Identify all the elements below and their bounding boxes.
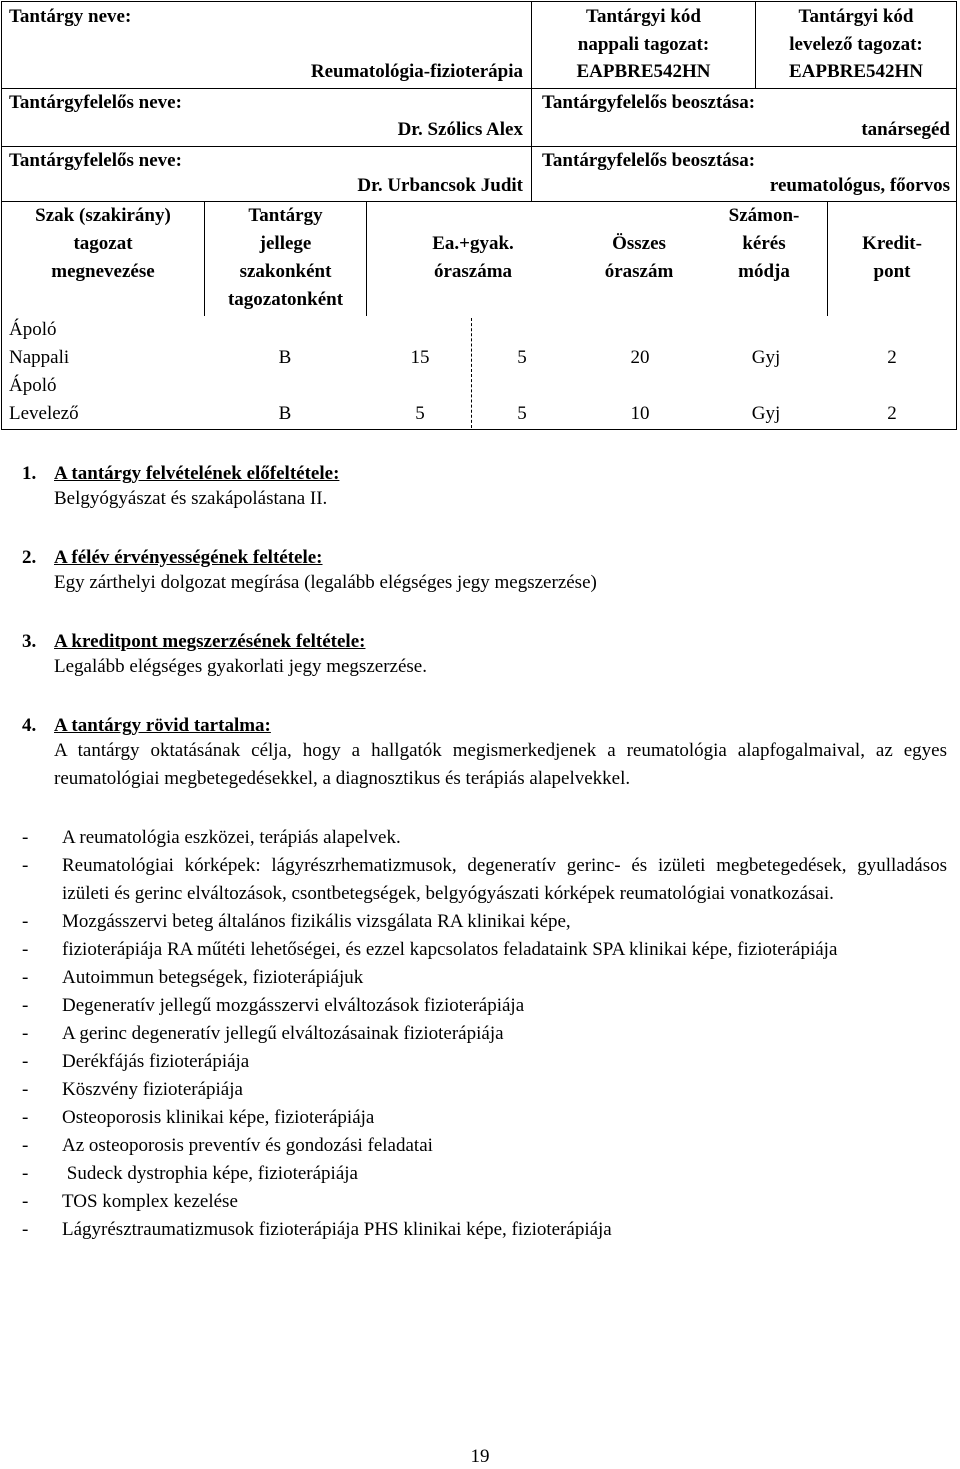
row-ossz: 10 (630, 403, 650, 424)
section-title: A félév érvényességének feltétele: (54, 547, 323, 568)
code-corr: EAPBRE542HN (788, 61, 924, 82)
code-corr-label-1: Tantárgyi kód (798, 6, 914, 27)
hdr-jelleg-3: szakonként (239, 261, 332, 282)
resp2-pos-label: Tantárgyfelelős beosztása: (542, 150, 756, 171)
resp1-name: Dr. Szólics Alex (397, 119, 523, 140)
section-body: Egy zárthelyi dolgozat megírása (legalább elégséges jegy megszerzése) (54, 572, 597, 593)
hdr-jelleg-1: Tantárgy (248, 205, 323, 226)
hdr-ea-1: Ea.+gyak. (432, 233, 514, 254)
row-szam: Gyj (751, 403, 781, 424)
hdr-szak-3: megnevezése (51, 261, 155, 282)
subject-name: Reumatológia-fizioterápia (310, 61, 523, 82)
row-ea: 5 (415, 403, 425, 424)
hdr-szam-2: kérés (742, 233, 786, 254)
hdr-ossz-2: óraszám (604, 261, 674, 282)
section-number: 3. (22, 631, 37, 652)
hdr-szam-1: Számon- (728, 205, 800, 226)
hdr-kred-1: Kredit- (862, 233, 922, 254)
list-item: - Az osteoporosis preventív és gondozási feladatai (22, 1135, 433, 1156)
section-title: A tantárgy felvételének előfeltétele: (54, 463, 340, 484)
resp1-pos-label: Tantárgyfelelős beosztása: (542, 92, 756, 113)
row-jelleg: B (278, 403, 292, 424)
resp2-label: Tantárgyfelelős neve: (9, 150, 182, 171)
section-credit (22, 630, 947, 681)
list-item: - Mozgásszervi beteg általános fizikális vizsgálata RA klinikai képe, (22, 911, 571, 932)
content-bullet-list (22, 824, 947, 1244)
section-validity (22, 546, 947, 597)
row-gyak: 5 (517, 347, 527, 368)
list-item: - Lágyrésztraumatizmusok fizioterápiája PHS klinikai képe, fizioterápiája (22, 1219, 612, 1240)
resp1-pos: tanársegéd (861, 119, 950, 140)
list-item: - Osteoporosis klinikai képe, fizioterápiája (22, 1107, 375, 1128)
row-line1: Ápoló (9, 319, 57, 340)
list-item: - TOS komplex kezelése (22, 1191, 238, 1212)
hdr-jelleg-4: tagozatonként (227, 289, 344, 310)
hdr-jelleg-2: jellege (259, 233, 312, 254)
hdr-szak-2: tagozat (73, 233, 133, 254)
hdr-ea-2: óraszáma (433, 261, 513, 282)
section-body: Belgyógyászat és szakápolástana II. (54, 488, 328, 509)
resp1-label: Tantárgyfelelős neve: (9, 92, 182, 113)
list-item: - Degeneratív jellegű mozgásszervi elváltozások fizioterápiája (22, 995, 525, 1016)
row-kredit: 2 (887, 403, 897, 424)
row-ea: 15 (410, 347, 430, 368)
hdr-szam-3: módja (738, 261, 790, 282)
hdr-ossz-1: Összes (612, 233, 666, 254)
list-item: - A reumatológia eszközei, terápiás alapelvek. (22, 827, 401, 848)
section-body: A tantárgy oktatásának célja, hogy a hallgatók megismerkedjenek a reumatológia alapfogalmaival, az egyes reumatológiai megbetegedésekkel, a diagnosztikus és terápiás alapelvekkel. (54, 740, 947, 789)
section-prerequisite (22, 462, 947, 513)
page-number: 19 (470, 1446, 490, 1467)
code-day-label-1: Tantárgyi kód (586, 6, 701, 27)
code-day-label-2: nappali tagozat: (577, 34, 710, 55)
list-item: - Derékfájás fizioterápiája (22, 1051, 250, 1072)
list-item: - fizioterápiája RA műtéti lehetőségei, és ezzel kapcsolatos feladataink SPA klinikai képe, fizioterápiája (22, 939, 838, 960)
row-ossz: 20 (630, 347, 650, 368)
section-title: A tantárgy rövid tartalma: (54, 715, 271, 736)
hdr-szak-1: Szak (szakirány) (35, 205, 171, 226)
hdr-kred-2: pont (873, 261, 911, 282)
section-content (22, 714, 947, 793)
code-day: EAPBRE542HN (576, 61, 711, 82)
section-number: 2. (22, 547, 37, 568)
row-line2: Nappali (9, 347, 70, 368)
row-kredit: 2 (887, 347, 897, 368)
section-title: A kreditpont megszerzésének feltétele: (54, 631, 366, 652)
subject-name-label: Tantárgy neve: (9, 6, 132, 27)
list-item: - Sudeck dystrophia képe, fizioterápiája (22, 1163, 358, 1184)
row-gyak: 5 (517, 403, 527, 424)
row-szam: Gyj (751, 347, 781, 368)
list-item: - Autoimmun betegségek, fizioterápiájuk (22, 967, 364, 988)
section-number: 1. (22, 463, 37, 484)
row-line1: Ápoló (9, 375, 57, 396)
section-number: 4. (22, 715, 37, 736)
row-jelleg: B (278, 347, 292, 368)
section-body: Legalább elégséges gyakorlati jegy megszerzése. (54, 656, 427, 677)
row-line2: Levelező (9, 403, 79, 424)
resp2-pos: reumatológus, főorvos (769, 175, 950, 196)
code-corr-label-2: levelező tagozat: (789, 34, 923, 55)
list-item: - Reumatológiai kórképek: lágyrészrhematizmusok, degeneratív gerinc- és izületi megbetegedések, gyulladásos izületi és gerinc elváltozások, csontbetegségek, belgyógyászati kórképek reumatológiai vonatkozásai. (22, 855, 947, 904)
list-item: - Köszvény fizioterápiája (22, 1079, 243, 1100)
resp2-name: Dr. Urbancsok Judit (357, 175, 523, 196)
list-item: - A gerinc degeneratív jellegű elváltozásainak fizioterápiája (22, 1023, 504, 1044)
